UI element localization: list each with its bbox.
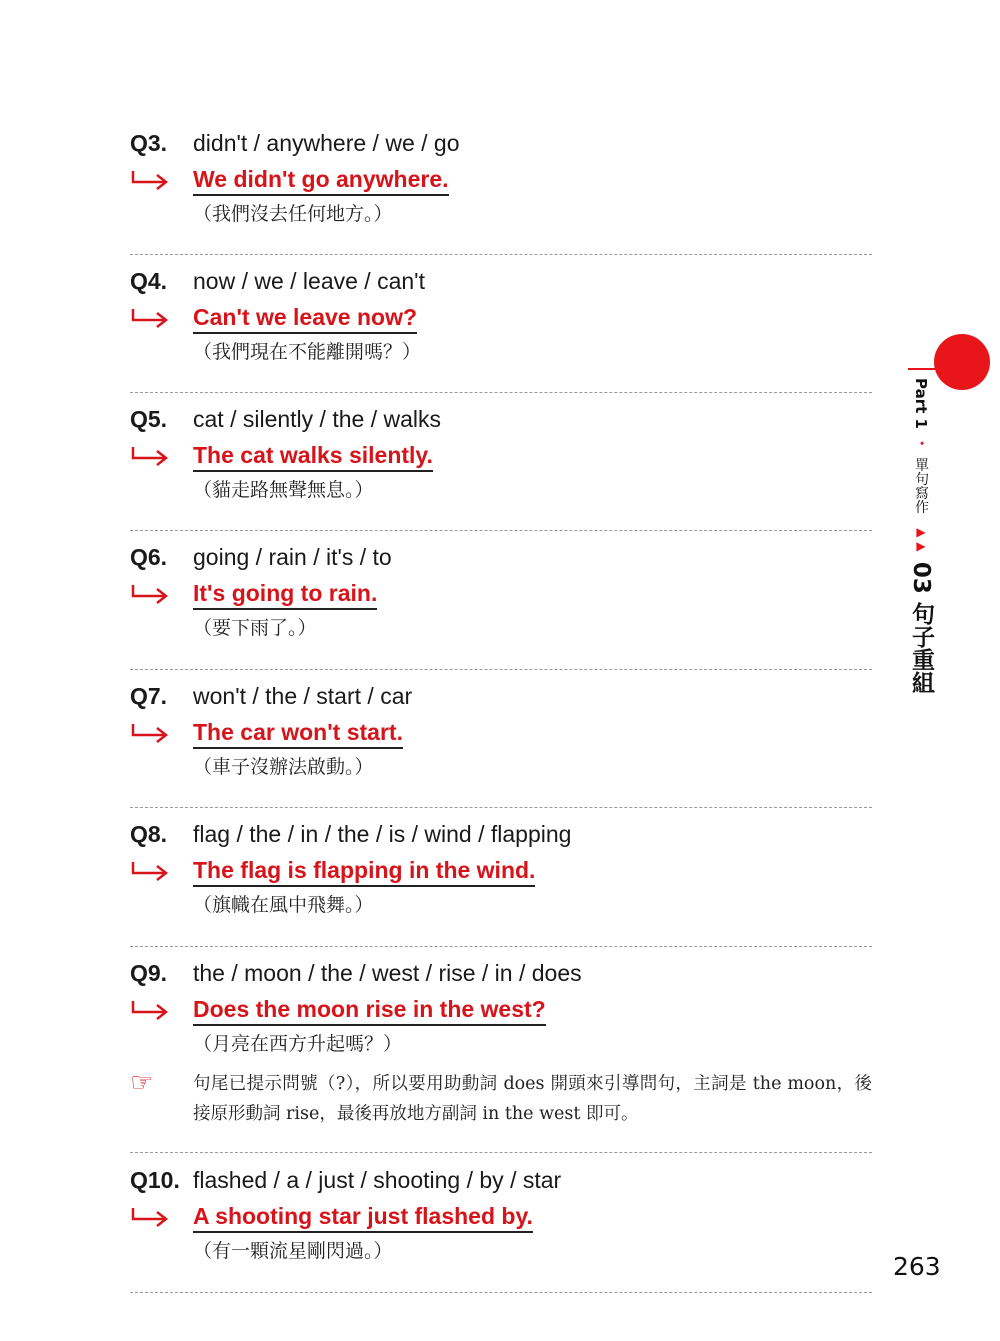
hint-text: 句尾已提示問號（?），所以要用助動詞 does 開頭來引導問句，主詞是 the moon，後接原形動詞 rise，最後再放地方副詞 in the west 即可。	[193, 1074, 872, 1124]
exercise-list	[130, 118, 872, 1293]
question-number: Q4.	[130, 268, 168, 294]
hint-note	[130, 1069, 872, 1129]
question-block-q7	[130, 677, 872, 808]
answer-arrow-icon	[130, 307, 193, 331]
question-words: now / we / leave / can't	[193, 268, 425, 294]
side-tab-arrow-icon: ▶▶	[914, 524, 928, 553]
answer-arrow-icon	[130, 583, 193, 607]
answer-text: The car won't start.	[193, 718, 403, 749]
answer-text: The flag is flapping in the wind.	[193, 856, 535, 887]
side-tab-section: 單句寫作	[913, 457, 929, 514]
question-number: Q5.	[130, 406, 168, 432]
page-number: 263	[893, 1252, 941, 1281]
question-block-q10	[130, 1161, 872, 1293]
question-block-q8	[130, 815, 872, 947]
answer-text: A shooting star just flashed by.	[193, 1202, 533, 1233]
question-block-q6	[130, 538, 872, 670]
question-block-q3	[130, 124, 872, 255]
question-words: the / moon / the / west / rise / in / does	[193, 960, 582, 986]
answer-arrow-icon	[130, 999, 193, 1023]
question-number: Q7.	[130, 683, 168, 709]
translation-text: （有一顆流星剛閃過。）	[193, 1240, 393, 1262]
answer-text: Can't we leave now?	[193, 303, 417, 334]
question-number: Q6.	[130, 544, 168, 570]
question-words: going / rain / it's / to	[193, 544, 392, 570]
question-words: flag / the / in / the / is / wind / flapping	[193, 821, 572, 847]
question-words: flashed / a / just / shooting / by / star	[193, 1167, 562, 1193]
answer-arrow-icon	[130, 169, 193, 193]
answer-text: Does the moon rise in the west?	[193, 995, 546, 1026]
pointing-hand-icon: ☞	[130, 1067, 154, 1097]
chapter-marker-line	[908, 368, 941, 370]
answer-arrow-icon	[130, 445, 193, 469]
question-block-q4	[130, 262, 872, 393]
question-block-q5	[130, 400, 872, 531]
translation-text: （我們沒去任何地方。）	[193, 203, 393, 225]
translation-text: （要下雨了。）	[193, 617, 317, 639]
translation-text: （月亮在西方升起嗎？）	[193, 1033, 403, 1055]
side-tab-part: Part 1	[912, 378, 930, 429]
side-tab	[905, 378, 938, 694]
question-number: Q8.	[130, 821, 168, 847]
question-words: won't / the / start / car	[193, 683, 413, 709]
question-words: cat / silently / the / walks	[193, 406, 441, 432]
answer-arrow-icon	[130, 1206, 193, 1230]
answer-text: The cat walks silently.	[193, 441, 433, 472]
question-number: Q9.	[130, 960, 168, 986]
translation-text: （車子沒辦法啟動。）	[193, 756, 374, 778]
question-number: Q3.	[130, 130, 168, 156]
side-tab-chapter: 03 句子重組	[908, 561, 934, 694]
question-words: didn't / anywhere / we / go	[193, 130, 460, 156]
question-number: Q10.	[130, 1167, 180, 1193]
translation-text: （旗幟在風中飛舞。）	[193, 894, 374, 916]
answer-text: We didn't go anywhere.	[193, 165, 449, 196]
translation-text: （貓走路無聲無息。）	[193, 479, 374, 501]
question-block-q9	[130, 954, 872, 1153]
chapter-marker-circle	[934, 334, 990, 390]
answer-arrow-icon	[130, 860, 193, 884]
answer-arrow-icon	[130, 722, 193, 746]
answer-text: It's going to rain.	[193, 579, 377, 610]
translation-text: （我們現在不能離開嗎？）	[193, 341, 422, 363]
side-tab-dot-icon: •	[915, 440, 928, 447]
